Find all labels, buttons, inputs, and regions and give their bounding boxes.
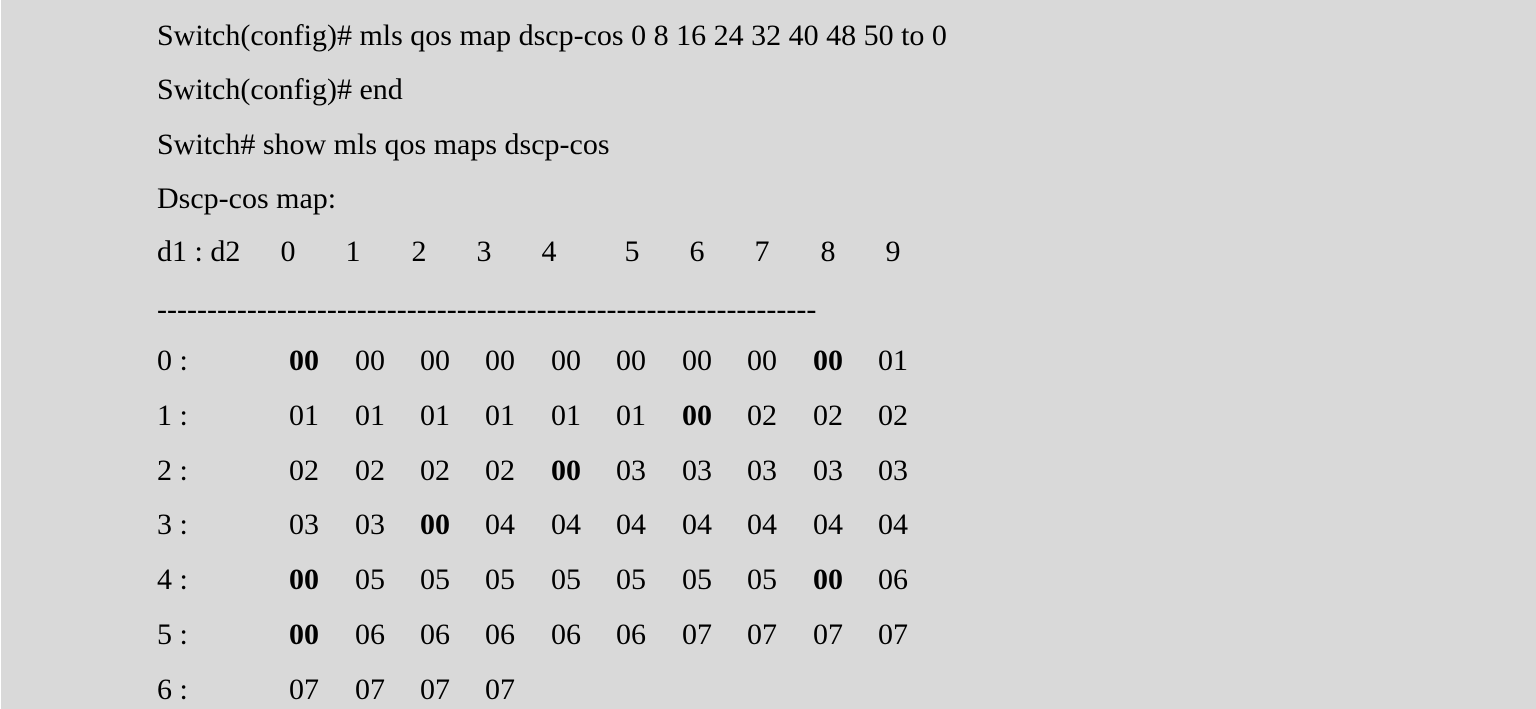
table-cell: 00 (747, 344, 777, 377)
table-cell: 07 (355, 673, 385, 706)
table-cell: 00 (682, 399, 712, 432)
table-cell: 07 (878, 618, 908, 651)
table-cell: 01 (355, 399, 385, 432)
table-cell: 06 (551, 618, 581, 651)
table-divider: ------------------------------------------------------------------ (157, 293, 817, 326)
command-line-end: Switch(config)# end (157, 73, 403, 106)
column-header: 6 (689, 235, 705, 268)
table-cell: 03 (878, 454, 908, 487)
table-cell: 00 (485, 344, 515, 377)
table-cell: 01 (289, 399, 319, 432)
table-cell: 04 (485, 508, 515, 541)
row-label: 4 : (157, 563, 188, 596)
table-cell: 05 (551, 563, 581, 596)
column-header: 0 (280, 235, 296, 268)
table-cell: 02 (813, 399, 843, 432)
map-title: Dscp-cos map: (157, 182, 337, 215)
row-label: 5 : (157, 618, 188, 651)
table-cell: 06 (355, 618, 385, 651)
table-cell: 04 (551, 508, 581, 541)
table-cell: 00 (551, 454, 581, 487)
table-cell: 00 (682, 344, 712, 377)
column-header: 1 (345, 235, 361, 268)
column-header: 9 (885, 235, 901, 268)
table-cell: 00 (289, 618, 319, 651)
column-header: 3 (476, 235, 492, 268)
table-cell: 07 (813, 618, 843, 651)
table-cell: 04 (878, 508, 908, 541)
table-cell: 02 (420, 454, 450, 487)
table-cell: 00 (813, 344, 843, 377)
table-cell: 07 (289, 673, 319, 706)
table-cell: 00 (813, 563, 843, 596)
table-cell: 02 (355, 454, 385, 487)
table-cell: 07 (747, 618, 777, 651)
table-cell: 04 (682, 508, 712, 541)
row-label: 3 : (157, 508, 188, 541)
table-cell: 02 (289, 454, 319, 487)
table-cell: 02 (485, 454, 515, 487)
table-cell: 05 (420, 563, 450, 596)
table-cell: 05 (485, 563, 515, 596)
table-cell: 03 (355, 508, 385, 541)
row-label: 1 : (157, 399, 188, 432)
table-cell: 07 (682, 618, 712, 651)
table-cell: 06 (878, 563, 908, 596)
table-cell: 00 (289, 563, 319, 596)
row-label: 2 : (157, 454, 188, 487)
table-cell: 05 (616, 563, 646, 596)
table-cell: 00 (616, 344, 646, 377)
table-cell: 03 (682, 454, 712, 487)
table-cell: 02 (747, 399, 777, 432)
table-cell: 00 (551, 344, 581, 377)
table-cell: 01 (420, 399, 450, 432)
table-cell: 06 (420, 618, 450, 651)
table-cell: 07 (485, 673, 515, 706)
table-cell: 00 (420, 508, 450, 541)
command-line-map: Switch(config)# mls qos map dscp-cos 0 8 16 24 32 40 48 50 to 0 (157, 19, 947, 52)
table-cell: 00 (420, 344, 450, 377)
table-cell: 04 (813, 508, 843, 541)
column-header: 7 (754, 235, 770, 268)
table-cell: 01 (616, 399, 646, 432)
table-cell: 03 (289, 508, 319, 541)
column-header: 2 (411, 235, 427, 268)
table-cell: 00 (355, 344, 385, 377)
table-cell: 06 (616, 618, 646, 651)
table-cell: 05 (747, 563, 777, 596)
table-cell: 04 (616, 508, 646, 541)
row-label: 0 : (157, 344, 188, 377)
table-cell: 01 (878, 344, 908, 377)
table-corner-label: d1 : d2 (157, 235, 241, 268)
table-cell: 03 (813, 454, 843, 487)
table-cell: 04 (747, 508, 777, 541)
table-cell: 05 (682, 563, 712, 596)
table-cell: 01 (551, 399, 581, 432)
table-cell: 05 (355, 563, 385, 596)
table-cell: 02 (878, 399, 908, 432)
table-cell: 03 (747, 454, 777, 487)
column-header: 4 (541, 235, 557, 268)
table-cell: 06 (485, 618, 515, 651)
column-header: 5 (624, 235, 640, 268)
table-cell: 07 (420, 673, 450, 706)
column-header: 8 (820, 235, 836, 268)
table-cell: 03 (616, 454, 646, 487)
row-label: 6 : (157, 673, 188, 706)
table-cell: 01 (485, 399, 515, 432)
table-cell: 00 (289, 344, 319, 377)
command-line-show: Switch# show mls qos maps dscp-cos (157, 128, 610, 161)
